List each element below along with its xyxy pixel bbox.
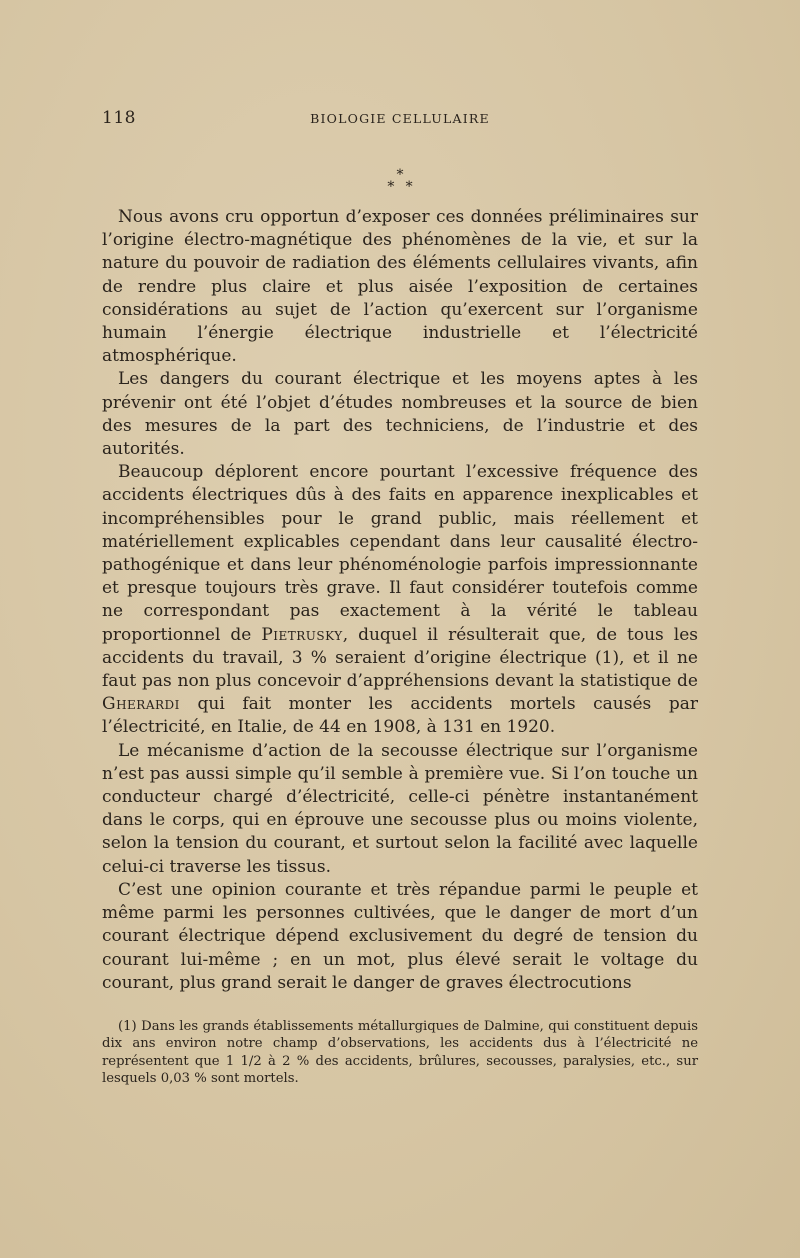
paragraph: Les dangers du courant électrique et les moyens aptes à les prévenir ont été l’objet d’études nombreuses et la source de bien des mesures de la part des techniciens, de l’industrie et des autorités.: [102, 369, 698, 460]
author-name-gherardi: Gherardi: [102, 694, 180, 715]
asterisk-right: *: [405, 179, 413, 195]
author-name-pietrusky: Pietrusky: [261, 624, 343, 645]
paragraph: Nous avons cru opportun d’exposer ces données préliminaires sur l’origine électro-magnétique des phénomènes de la vie, et sur la nature du pouvoir de radiation des éléments cellulaires vivants, afin de rendre plus claire et plus aisée l’exposition de certaines considérations au sujet de l’action qu’exercent sur l’organisme humain l’énergie électrique industrielle et l’électricité atmosphérique.: [102, 207, 698, 367]
paragraph: C’est une opinion courante et très répandue parmi le peuple et même parmi les personnes cultivées, que le danger de mort d’un courant électrique dépend exclusivement du degré de tension du courant lui-même ; en un mot, plus élevé serait le voltage du courant, plus grand serait le danger de graves électrocutions: [102, 879, 698, 993]
paragraph-text: qui fait monter les accidents mortels causés par l’électricité, en Italie, de 44 en 1908, à 131 en 1920.: [102, 694, 698, 738]
paragraph: [102, 461, 698, 739]
asterisk-top: *: [396, 167, 404, 183]
footnote-text: (1) Dans les grands établissements métallurgiques de Dalmine, qui constituent depuis dix ans environ notre champ d’observations, les accidents dus à l’électricité ne représentent que 1 1/2 à 2 % des accidents, brûlures, secousses, paralysies, etc., sur lesquels 0,03 % sont mortels.: [102, 1018, 698, 1087]
paragraph-text: Beaucoup déplorent encore pourtant l’excessive fréquence des accidents électriques dûs à des faits en apparence inexplicables et incompréhensibles pour le grand public, mais réellement et matériellement explicables cependant dans leur causalité électro-pathogénique et dans leur phénoménologie parfois impressionnante et presque toujours très grave. Il faut considérer toutefois comme ne correspondant pas exactement à la vérité le tableau proportionnel de: [102, 462, 698, 645]
running-head: [102, 108, 698, 132]
book-page: [102, 108, 698, 1088]
footnote: [102, 1018, 698, 1088]
paragraph-text: , duquel il résulterait que, de tous les accidents du travail, 3 % seraient d’origine électrique (1), et il ne faut pas non plus concevoir d’appréhensions devant la statistique de: [102, 624, 698, 692]
paragraph: Le mécanisme d’action de la secousse électrique sur l’organisme n’est pas aussi simple qu’il semble à première vue. Si l’on touche un conducteur chargé d’électricité, celle-ci pénètre instantanément dans le corps, qui en éprouve une secousse plus ou moins violente, selon la tension du courant, et surtout selon la facilité avec laquelle celui-ci traverse les tissus.: [102, 740, 698, 877]
running-title: BIOLOGIE CELLULAIRE: [310, 111, 490, 126]
asterism-ornament: [102, 168, 698, 196]
page-number: 118: [102, 108, 136, 128]
body-text: [102, 206, 698, 995]
asterisk-left: *: [387, 179, 395, 195]
